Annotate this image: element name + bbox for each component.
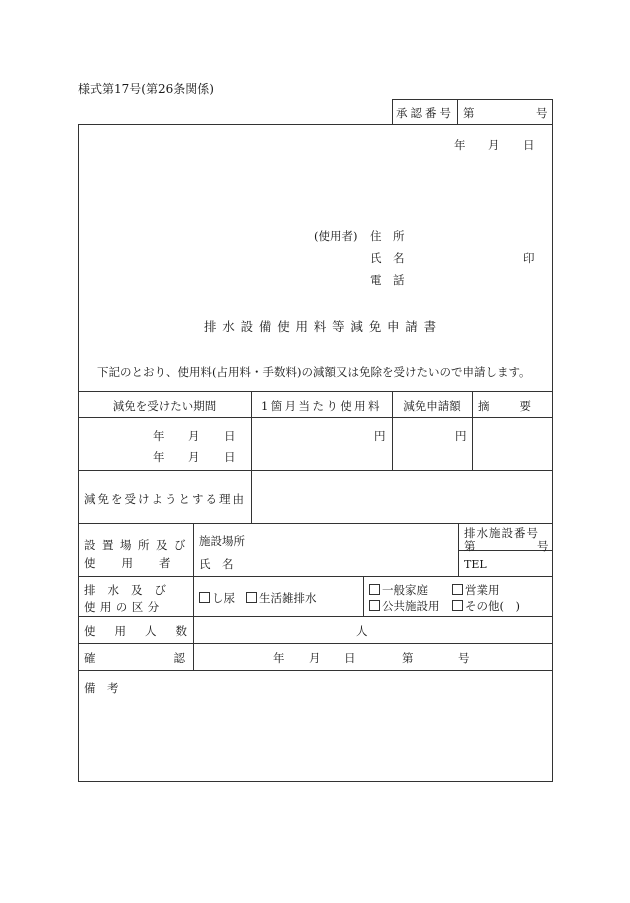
confirm-year: 年 xyxy=(273,651,285,665)
checkbox-other[interactable] xyxy=(452,600,463,611)
drainage-label-1: 排水及び xyxy=(84,583,178,597)
period1-year: 年 xyxy=(153,429,165,443)
period1-month: 月 xyxy=(188,429,200,443)
confirm-label xyxy=(84,650,263,666)
seal-mark: 印 xyxy=(523,251,535,265)
option-other[interactable] xyxy=(452,598,520,614)
confirm-go: 号 xyxy=(458,651,470,665)
period2-day: 日 xyxy=(224,450,236,464)
tel-label: TEL xyxy=(464,558,487,571)
date-day: 日 xyxy=(523,138,535,152)
checkbox-night-soil[interactable] xyxy=(199,592,210,603)
confirm-label-text: 確認 xyxy=(84,651,263,665)
period2-year: 年 xyxy=(153,450,165,464)
confirm-day: 日 xyxy=(344,651,356,665)
drainage-label-2: 使用の区分 xyxy=(84,600,164,614)
facility-location-label: 施設場所 xyxy=(199,534,245,548)
form-number: 様式第17号(第26条関係) xyxy=(78,82,214,96)
option-night-soil[interactable] xyxy=(199,590,235,606)
reason-label: 減免を受けようとする理由 xyxy=(84,492,246,506)
option-night-soil-label: し尿 xyxy=(212,591,235,605)
option-other-label: その他( ) xyxy=(465,599,520,613)
form-title: 排水設備使用料等減免申請書 xyxy=(204,319,442,334)
facility-number-dai: 第 xyxy=(464,539,476,553)
header-monthly-fee: 1箇月当たり使用料 xyxy=(261,399,382,413)
user-name-label: 氏 名 xyxy=(199,557,234,571)
option-public[interactable] xyxy=(369,598,440,614)
approval-dai: 第 xyxy=(463,106,475,120)
address-label: 住 所 xyxy=(370,229,405,243)
users-label: 使用人数 xyxy=(84,624,206,638)
location-label-2-text: 使用者 xyxy=(84,556,197,570)
notes-label: 備 考 xyxy=(84,681,119,695)
option-domestic-label: 生活雑排水 xyxy=(259,591,317,605)
period1-day: 日 xyxy=(224,429,236,443)
checkbox-domestic[interactable] xyxy=(246,592,257,603)
facility-number-label: 排水施設番号 xyxy=(464,526,539,540)
header-remarks xyxy=(478,398,561,414)
option-public-label: 公共施設用 xyxy=(382,599,440,613)
header-amount: 減免申請額 xyxy=(403,399,461,413)
header-period: 減免を受けたい期間 xyxy=(112,399,217,413)
option-business[interactable] xyxy=(452,582,500,598)
yen-monthly: 円 xyxy=(374,429,386,443)
intro-text: 下記のとおり、使用料(占用料・手数料)の減額又は免除を受けたいので申請します。 xyxy=(97,365,531,379)
location-label-1: 設置場所及び xyxy=(84,538,192,552)
name-label: 氏 名 xyxy=(370,251,405,265)
date-year: 年 xyxy=(454,138,466,152)
facility-number-go: 号 xyxy=(537,539,549,553)
date-month: 月 xyxy=(488,138,500,152)
users-unit: 人 xyxy=(356,624,368,638)
checkbox-business[interactable] xyxy=(452,584,463,595)
yen-amount: 円 xyxy=(455,429,467,443)
option-domestic[interactable] xyxy=(246,590,317,606)
option-household-label: 一般家庭 xyxy=(382,583,428,597)
confirm-dai: 第 xyxy=(402,651,414,665)
option-business-label: 営業用 xyxy=(465,583,500,597)
period2-month: 月 xyxy=(188,450,200,464)
form-frame xyxy=(78,124,553,782)
checkbox-public[interactable] xyxy=(369,600,380,611)
approval-go: 号 xyxy=(536,106,548,120)
confirm-month: 月 xyxy=(309,651,321,665)
phone-label: 電 話 xyxy=(370,273,405,287)
checkbox-household[interactable] xyxy=(369,584,380,595)
header-remarks-text: 摘要 xyxy=(478,399,561,413)
applicant-role: (使用者) xyxy=(314,229,358,243)
location-label-2 xyxy=(84,555,197,571)
option-household[interactable] xyxy=(369,582,428,598)
approval-number-label: 承認番号 xyxy=(396,106,454,120)
